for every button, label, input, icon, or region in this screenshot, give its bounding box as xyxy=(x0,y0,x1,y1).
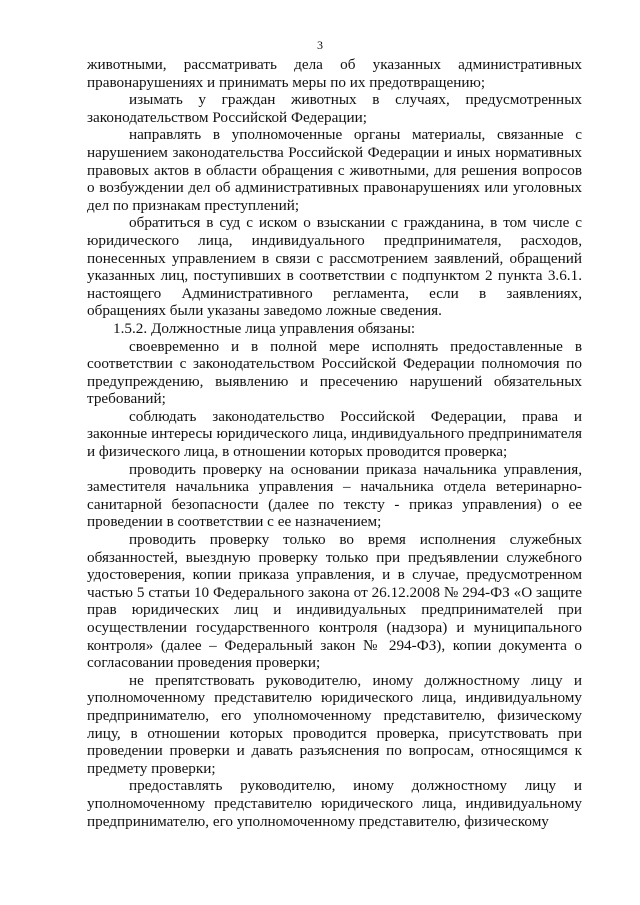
document-body xyxy=(87,56,582,830)
paragraph: животными, рассматривать дела об указанных административных правонарушениях и принимать меры по их предотвращению; xyxy=(87,56,582,91)
paragraph: проводить проверку только во время исполнения служебных обязанностей, выездную проверку только при предъявлении служебного удостоверения, копии приказа управления, и в случае, предусмотренном частью 5 статьи 10 Федерального закона от 26.12.2008 № 294-ФЗ «О защите прав юридических лиц и индивидуальных предпринимателей при осуществлении государственного контроля (надзора) и муниципального контроля» (далее – Федеральный закон № 294-ФЗ), копии документа о согласовании проведения проверки; xyxy=(87,531,582,672)
paragraph: соблюдать законодательство Российской Федерации, права и законные интересы юридического лица, индивидуального предпринимателя и физического лица, в отношении которых проводится проверка; xyxy=(87,407,582,461)
paragraph: не препятствовать руководителю, иному должностному лицу и уполномоченному представителю юридического лица, индивидуальному предпринимателю, его уполномоченному представителю, физическому лицу, в отношении которых проводится проверка, присутствовать при проведении проверки и давать разъяснения по вопросам, относящимся к предмету проверки; xyxy=(87,671,582,777)
paragraph: проводить проверку на основании приказа начальника управления, заместителя начальника управления – начальника отдела ветеринарно-санитарной безопасности (далее по тексту - приказ управления) о ее проведении в соответствии с ее назначением; xyxy=(87,460,582,531)
page-number: 3 xyxy=(317,38,323,52)
section-heading: 1.5.2. Должностные лица управления обязаны: xyxy=(113,319,416,337)
paragraph: предоставлять руководителю, иному должностному лицу и уполномоченному представителю юридического лица, индивидуальному предпринимателю, его уполномоченному представителю, физическому xyxy=(87,777,582,830)
paragraph: обратиться в суд с иском о взыскании с гражданина, в том числе с юридического лица, индивидуального предпринимателя, расходов, понесенных управлением в связи с рассмотрением заявлений, обращений указанных лиц, поступивших в соответствии с подпунктом 2 пункта 3.6.1. настоящего Административного регламента, если в заявлениях, обращениях были указаны заведомо ложные сведения. xyxy=(87,214,582,320)
paragraph: изымать у граждан животных в случаях, предусмотренных законодательством Российской Федерации; xyxy=(87,91,582,126)
paragraph: направлять в уполномоченные органы материалы, связанные с нарушением законодательства Российской Федерации и иных нормативных правовых актов в области обращения с животными, для решения вопросов о возбуждении дел об административных правонарушениях или уголовных дел по признакам преступлений; xyxy=(87,126,582,214)
paragraph: своевременно и в полной мере исполнять предоставленные в соответствии с законодательством Российской Федерации полномочия по предупреждению, выявлению и пресечению нарушений обязательных требований; xyxy=(87,337,582,408)
